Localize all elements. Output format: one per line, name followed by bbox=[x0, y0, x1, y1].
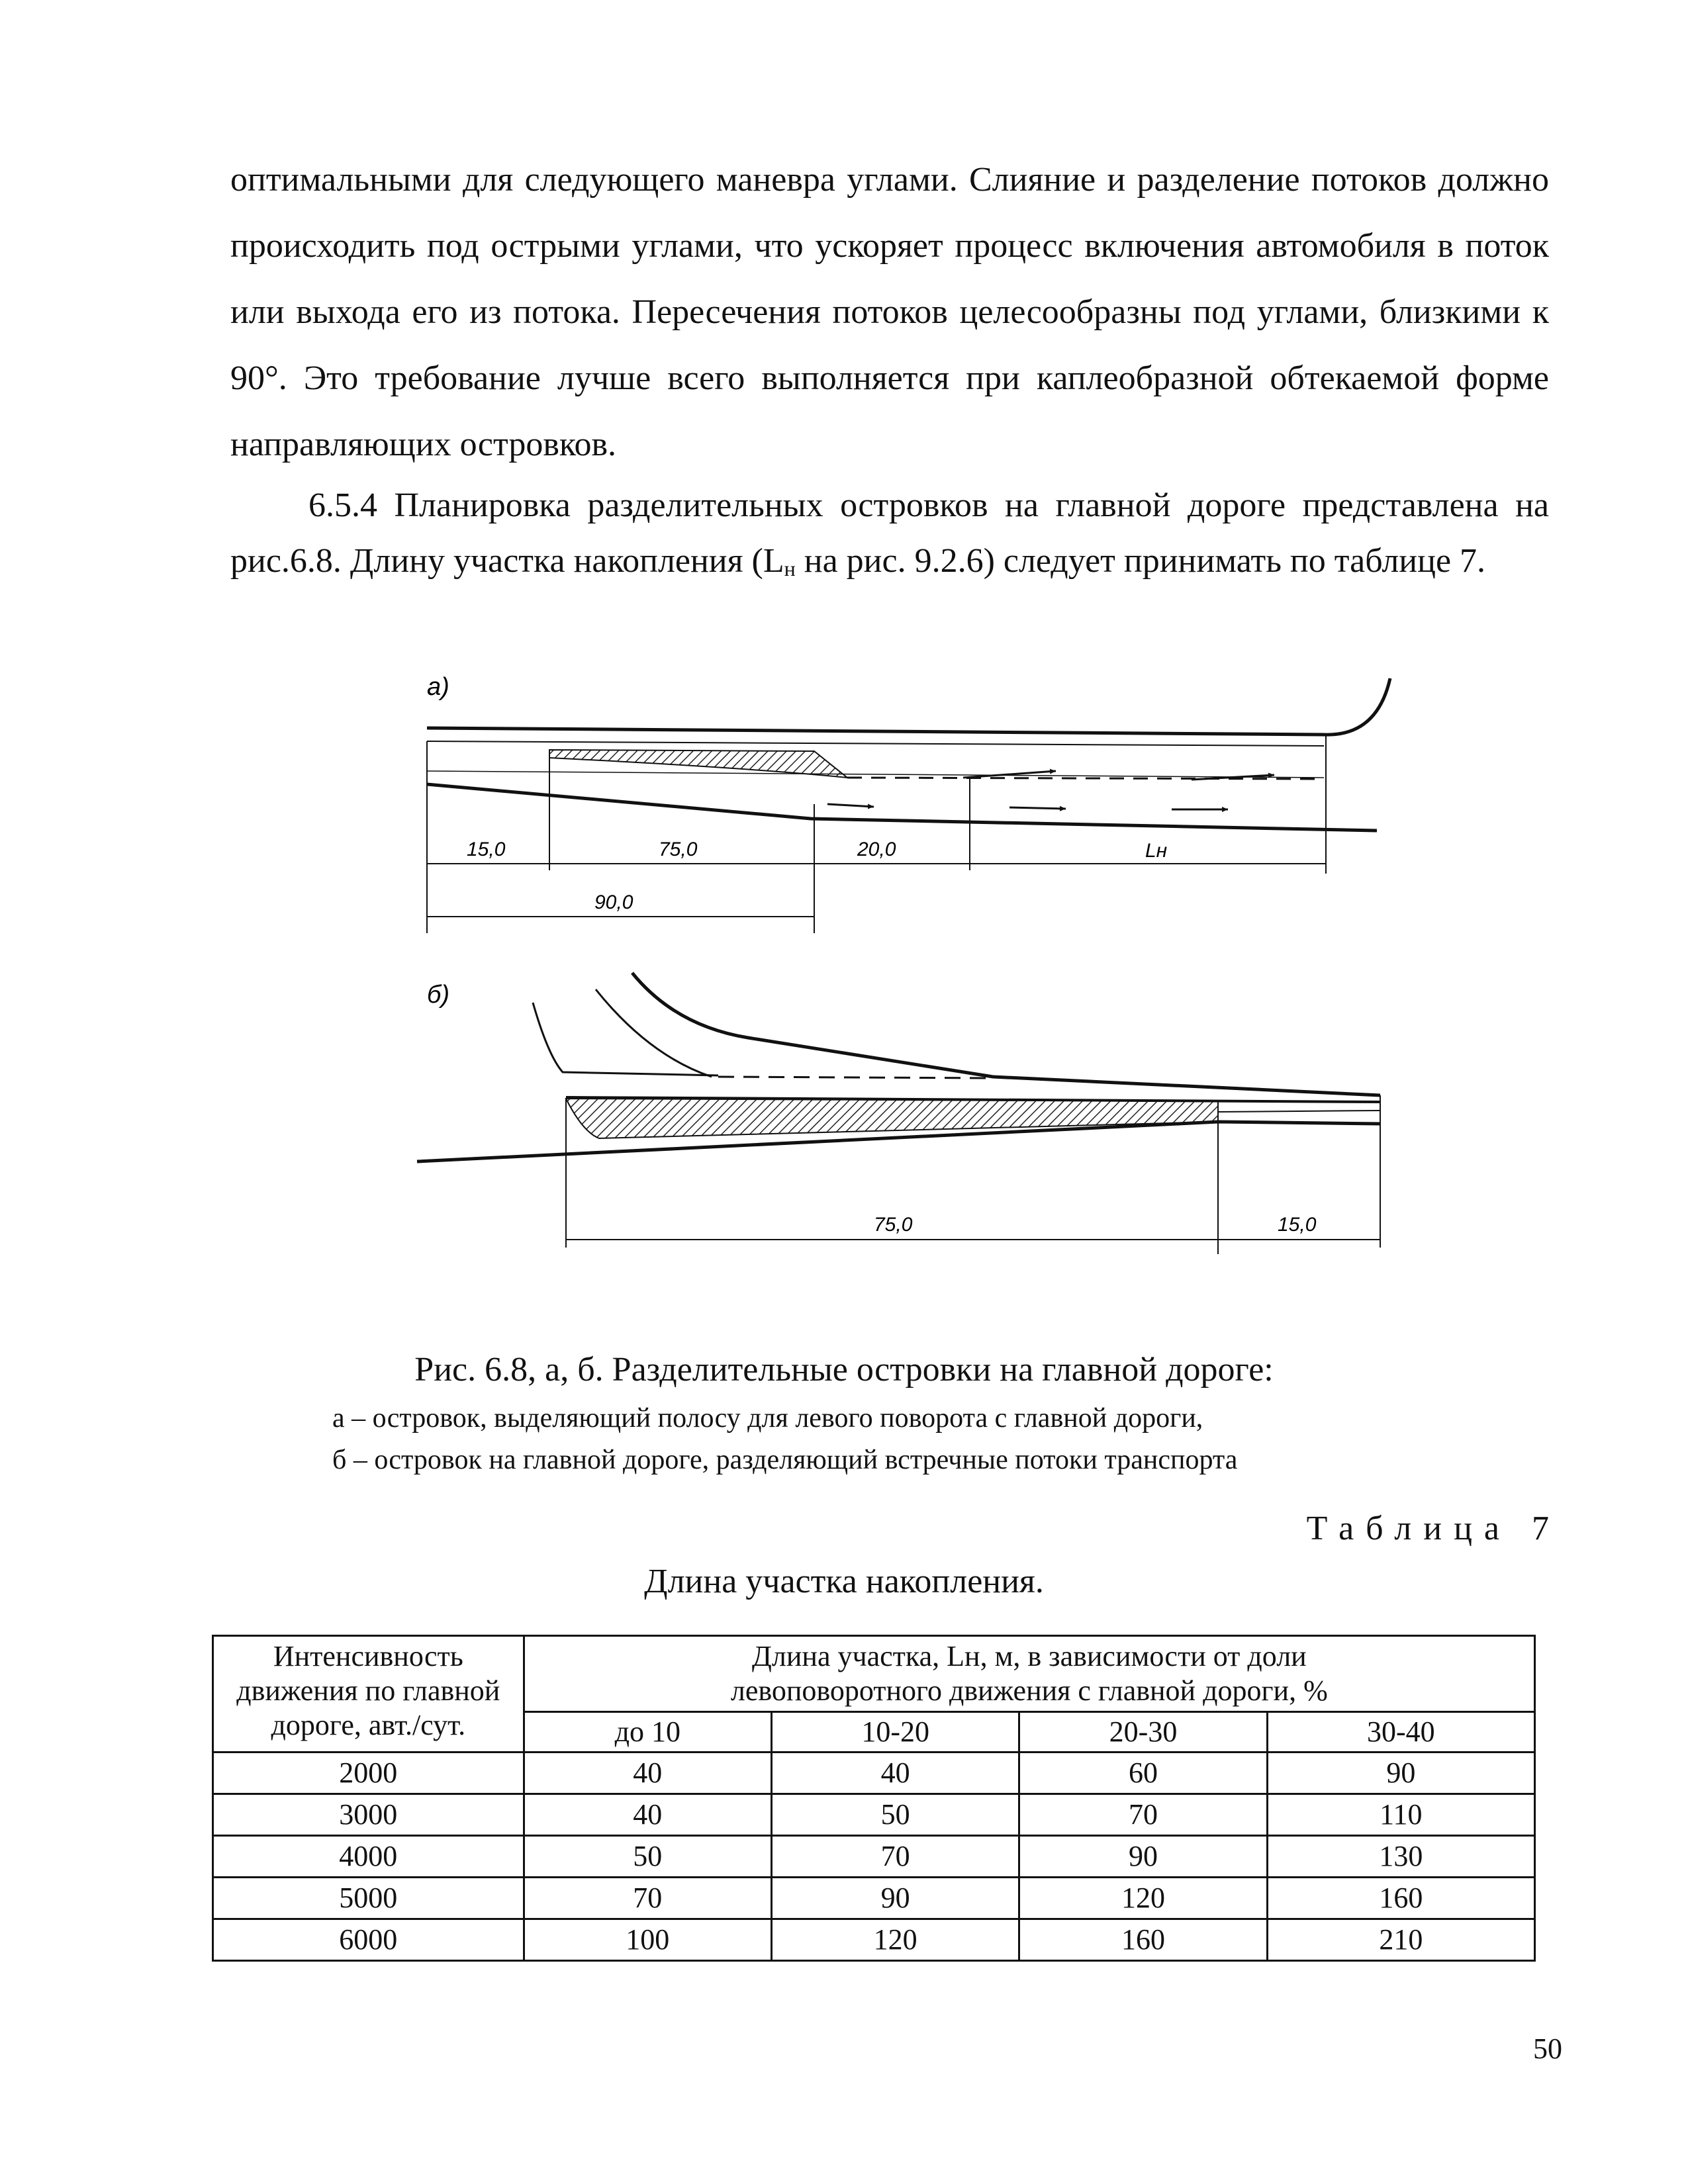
table-row bbox=[213, 1836, 1535, 1878]
column-header: 20-30 bbox=[1019, 1712, 1267, 1752]
dim-a-15: 15,0 bbox=[467, 839, 506, 860]
paragraph-2-part2: на рис. 9.2.6) следует принимать по таблице 7. bbox=[795, 542, 1486, 580]
paragraph-1: оптимальными для следующего маневра углами. Слияние и разделение потоков должно происходить под острыми углами, что ускоряет процесс включения автомобиля в поток или выхода его из потока. Пересечения потоков целесообразны под углами, близкими к 90°. Это требование лучше всего выполняется при каплеобразной обтекаемой форме направляющих островков. bbox=[230, 161, 1549, 463]
table-row bbox=[213, 1878, 1535, 1919]
table-cell: 90 bbox=[771, 1878, 1019, 1919]
dim-a-lh: Lн bbox=[1145, 840, 1168, 862]
table-row bbox=[213, 1794, 1535, 1836]
diagram-a-lane-dash bbox=[847, 778, 1324, 779]
diagram-a-top-fill-line bbox=[427, 741, 1324, 746]
table-cell: 110 bbox=[1267, 1794, 1534, 1836]
table-title: Длина участка накопления. bbox=[644, 1563, 1044, 1600]
table-cell: 3000 bbox=[213, 1794, 524, 1836]
legend-b: б – островок на главной дороге, разделяющий встречные потоки транспорта bbox=[332, 1445, 1238, 1475]
table-cell: 130 bbox=[1267, 1836, 1534, 1878]
diagram-b-dash bbox=[718, 1077, 993, 1078]
diagram-b-curb-2 bbox=[596, 989, 712, 1077]
diagram-a-bottom-edge bbox=[427, 784, 1377, 831]
table-cell: 70 bbox=[524, 1878, 771, 1919]
header-group bbox=[524, 1636, 1534, 1712]
diagram-b-curb-1 bbox=[533, 1003, 718, 1075]
table-cell: 2000 bbox=[213, 1752, 524, 1794]
table-cell: 70 bbox=[771, 1836, 1019, 1878]
dim-a-75: 75,0 bbox=[659, 839, 698, 860]
header-group-line1: Длина участка, Lн, м, в зависимости от доли bbox=[751, 1640, 1307, 1672]
table-cell: 70 bbox=[1019, 1794, 1267, 1836]
table-cell: 120 bbox=[1019, 1878, 1267, 1919]
header-intensity: Интенсивность движения по главной дороге, авт./сут. bbox=[213, 1636, 524, 1752]
diagram-b-label: б) bbox=[427, 981, 450, 1009]
paragraph-2-part1: 6.5.4 Планировка разделительных островков на главной дороге представлена на рис.6.8. Длину участка накопления (L bbox=[230, 486, 1549, 580]
diagram-a-label: а) bbox=[427, 673, 449, 701]
table-cell: 210 bbox=[1267, 1919, 1534, 1961]
table-row bbox=[213, 1752, 1535, 1794]
table-cell: 160 bbox=[1267, 1878, 1534, 1919]
figure-6-8 bbox=[397, 672, 1403, 1267]
table-cell: 60 bbox=[1019, 1752, 1267, 1794]
page-number: 50 bbox=[1533, 2032, 1562, 2065]
dim-b-15: 15,0 bbox=[1278, 1214, 1317, 1236]
table-cell: 100 bbox=[524, 1919, 771, 1961]
dim-a-20: 20,0 bbox=[857, 839, 896, 860]
table-cell: 90 bbox=[1267, 1752, 1534, 1794]
header-group-line2: левоповоротного движения с главной дороги, % bbox=[730, 1674, 1328, 1707]
table-cell: 50 bbox=[524, 1836, 771, 1878]
table-cell: 160 bbox=[1019, 1919, 1267, 1961]
table-cell: 40 bbox=[524, 1794, 771, 1836]
table-cell: 120 bbox=[771, 1919, 1019, 1961]
subscript-n: н bbox=[784, 557, 796, 580]
column-header: 30-40 bbox=[1267, 1712, 1534, 1752]
diagram-b bbox=[417, 973, 1380, 1254]
table-header-row bbox=[213, 1636, 1535, 1712]
table-label: Таблица 7 bbox=[1306, 1510, 1561, 1547]
figure-caption: Рис. 6.8, а, б. Разделительные островки на главной дороге: bbox=[414, 1351, 1274, 1388]
diagram-b-island bbox=[566, 1099, 1218, 1138]
table-cell: 6000 bbox=[213, 1919, 524, 1961]
table-cell: 4000 bbox=[213, 1836, 524, 1878]
dim-b-75: 75,0 bbox=[874, 1214, 913, 1236]
table-cell: 50 bbox=[771, 1794, 1019, 1836]
table-cell: 90 bbox=[1019, 1836, 1267, 1878]
data-table bbox=[212, 1635, 1536, 1962]
diagram-a bbox=[427, 673, 1390, 933]
paragraph-2 bbox=[230, 478, 1549, 596]
dim-a-90: 90,0 bbox=[594, 891, 633, 913]
table-cell: 40 bbox=[771, 1752, 1019, 1794]
column-header: до 10 bbox=[524, 1712, 771, 1752]
legend-a: а – островок, выделяющий полосу для левого поворота с главной дороги, bbox=[332, 1403, 1203, 1433]
table-row bbox=[213, 1919, 1535, 1961]
table-cell: 5000 bbox=[213, 1878, 524, 1919]
column-header: 10-20 bbox=[771, 1712, 1019, 1752]
table-cell: 40 bbox=[524, 1752, 771, 1794]
diagram-a-top-edge bbox=[427, 678, 1390, 735]
